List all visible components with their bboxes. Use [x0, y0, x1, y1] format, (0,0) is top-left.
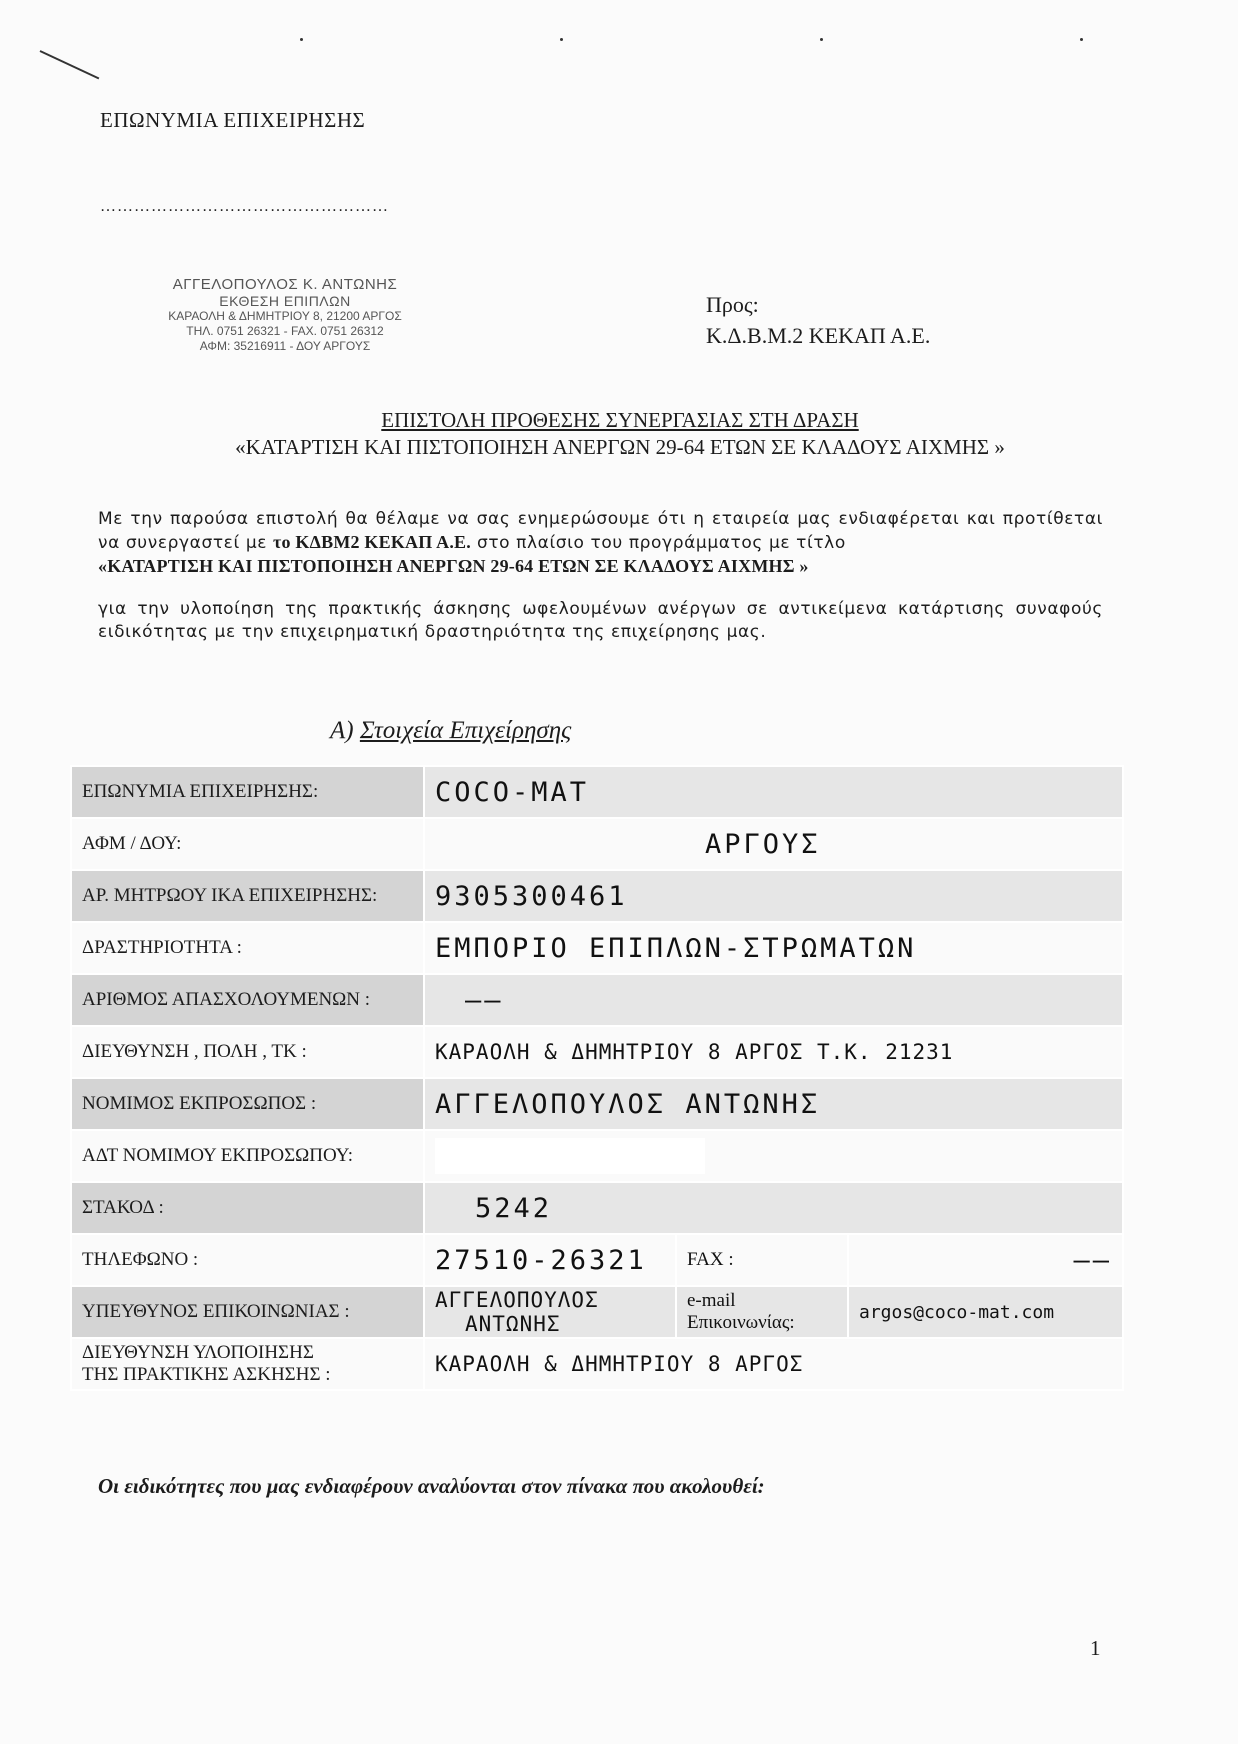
recipient-block — [706, 289, 930, 351]
company-name-label: ΕΠΩΝΥΜΙΑ ΕΠΙΧΕΙΡΗΣΗΣ: — [71, 766, 424, 818]
scan-artifact-dot — [820, 38, 823, 41]
company-name-heading: ΕΠΩΝΥΜΙΑ ΕΠΙΧΕΙΡΗΣΗΣ — [100, 108, 366, 132]
email-field[interactable]: argos@coco-mat.com — [848, 1286, 1123, 1338]
form-row-representative — [71, 1078, 1123, 1130]
form-row-address — [71, 1026, 1123, 1078]
intro-text-org: το ΚΔΒΜ2 ΚΕΚΑΠ Α.Ε. — [273, 532, 471, 552]
stakod-label: ΣΤΑΚΟΔ : — [71, 1182, 424, 1234]
stamp-tax-id: ΑΦΜ: 35216911 - ΔΟΥ ΑΡΓΟΥΣ — [199, 339, 371, 353]
representative-label: ΝΟΜΙΜΟΣ ΕΚΠΡΟΣΩΠΟΣ : — [71, 1078, 424, 1130]
stamp-owner: ΑΓΓΕΛΟΠΟΥΛΟΣ Κ. ΑΝΤΩΝΗΣ — [172, 276, 398, 293]
intro-program-title: «ΚΑΤΑΡΤΙΣΗ ΚΑΙ ΠΙΣΤΟΠΟΙΗΣΗ ΑΝΕΡΓΩΝ 29-64 ΕΤΩΝ ΣΕ ΚΛΑΔΟΥΣ ΑΙΧΜΗΣ » — [98, 556, 809, 576]
email-label — [676, 1286, 848, 1338]
fax-label: FAX : — [676, 1234, 848, 1286]
activity-label: ΔΡΑΣΤΗΡΙΟΤΗΤΑ : — [71, 922, 424, 974]
contact-field[interactable] — [424, 1286, 676, 1338]
intro-paragraph — [98, 508, 1103, 579]
contact-line-2: ΑΝΤΩΝΗΣ — [465, 1312, 561, 1336]
form-row-employees — [71, 974, 1123, 1026]
letter-title — [60, 407, 1180, 461]
employees-field[interactable]: —— — [424, 974, 1123, 1026]
company-name-field[interactable]: COCO-MAT — [424, 766, 1123, 818]
stamp-address: ΚΑΡΑΟΛΗ & ΔΗΜΗΤΡΙΟΥ 8, 21200 ΑΡΓΟΣ — [168, 309, 402, 323]
recipient-label: Προς: — [706, 292, 759, 317]
contact-label: ΥΠΕΥΘΥΝΟΣ ΕΠΙΚΟΙΝΩΝΙΑΣ : — [71, 1286, 424, 1338]
implementation-label-line-1: ΔΙΕΥΘΥΝΣΗ ΥΛΟΠΟΙΗΣΗΣ — [82, 1342, 314, 1363]
implementation-address-field[interactable]: ΚΑΡΑΟΛΗ & ΔΗΜΗΤΡΙΟΥ 8 ΑΡΓΟΣ — [424, 1338, 1123, 1390]
section-prefix: Α) — [330, 717, 360, 744]
address-label: ΔΙΕΥΘΥΝΣΗ , ΠΟΛΗ , ΤΚ : — [71, 1026, 424, 1078]
form-row-contact — [71, 1286, 1123, 1338]
form-row-phone — [71, 1234, 1123, 1286]
employees-label: ΑΡΙΘΜΟΣ ΑΠΑΣΧΟΛΟΥΜΕΝΩΝ : — [71, 974, 424, 1026]
implementation-address-label — [71, 1338, 424, 1390]
afm-label: ΑΦΜ / ΔΟΥ: — [71, 818, 424, 870]
representative-field[interactable]: ΑΓΓΕΛΟΠΟΥΛΟΣ ΑΝΤΩΝΗΣ — [424, 1078, 1123, 1130]
email-label-line-1: e-mail — [687, 1290, 736, 1311]
intro-text-middle: στο πλαίσιο του προγράμματος με τίτλο — [470, 533, 846, 553]
scan-artifact-line — [40, 50, 100, 79]
company-name-blank-line: …………………………………………… — [100, 198, 389, 215]
stamp-business: ΕΚΘΕΣΗ ΕΠΙΠΛΩΝ — [219, 293, 351, 309]
purpose-paragraph: για την υλοποίηση της πρακτικής άσκησης ωφελουμένων ανέργων σε αντικείμενα κατάρτισης συναφούς ειδικότητας με την επιχειρηματική δραστηριότητα της επιχείρησης μας. — [98, 599, 1103, 642]
intro-text-start: Με την παρούσα επιστολή θα θέλαμε να σας ενημερώσουμε ότι η εταιρεία μας ενδιαφέρεται και προτίθεται να συνεργαστεί με — [98, 509, 1103, 553]
address-field[interactable]: ΚΑΡΑΟΛΗ & ΔΗΜΗΤΡΙΟΥ 8 ΑΡΓΟΣ Τ.Κ. 21231 — [424, 1026, 1123, 1078]
letter-title-line-2: «ΚΑΤΑΡΤΙΣΗ ΚΑΙ ΠΙΣΤΟΠΟΙΗΣΗ ΑΝΕΡΓΩΝ 29-64 ΕΤΩΝ ΣΕ ΚΛΑΔΟΥΣ ΑΙΧΜΗΣ » — [235, 435, 1005, 459]
specialties-note: Οι ειδικότητες που μας ενδιαφέρουν αναλύονται στον πίνακα που ακολουθεί: — [98, 1474, 765, 1498]
ika-field[interactable]: 9305300461 — [424, 870, 1123, 922]
afm-field[interactable]: ΑΡΓΟΥΣ — [424, 818, 1123, 870]
representative-id-field[interactable] — [424, 1130, 1123, 1182]
phone-field[interactable]: 27510-26321 — [424, 1234, 676, 1286]
form-row-afm — [71, 818, 1123, 870]
form-row-company-name — [71, 766, 1123, 818]
scan-artifact-dot — [300, 38, 303, 41]
section-title-text: Στοιχεία Επιχείρησης — [359, 717, 572, 744]
company-stamp — [150, 276, 420, 354]
form-row-ika — [71, 870, 1123, 922]
letter-title-line-1: ΕΠΙΣΤΟΛΗ ΠΡΟΘΕΣΗΣ ΣΥΝΕΡΓΑΣΙΑΣ ΣΤΗ ΔΡΑΣΗ — [381, 408, 859, 432]
stakod-field[interactable]: 5242 — [424, 1182, 1123, 1234]
recipient-name: Κ.Δ.Β.Μ.2 ΚΕΚΑΠ Α.Ε. — [706, 323, 931, 348]
form-row-activity — [71, 922, 1123, 974]
contact-line-1: ΑΓΓΕΛΟΠΟΥΛΟΣ — [435, 1288, 599, 1312]
section-title — [330, 717, 571, 745]
form-row-implementation-address — [71, 1338, 1123, 1390]
stamp-phone: ΤΗΛ. 0751 26321 - FAX. 0751 26312 — [186, 324, 384, 338]
implementation-label-line-2: ΤΗΣ ΠΡΑΚΤΙΚΗΣ ΑΣΚΗΣΗΣ : — [82, 1364, 331, 1385]
form-row-stakod — [71, 1182, 1123, 1234]
representative-id-label: ΑΔΤ ΝΟΜΙΜΟΥ ΕΚΠΡΟΣΩΠΟΥ: — [71, 1130, 424, 1182]
fax-field[interactable]: —— — [848, 1234, 1123, 1286]
phone-label: ΤΗΛΕΦΩΝΟ : — [71, 1234, 424, 1286]
form-row-representative-id — [71, 1130, 1123, 1182]
redacted-id — [435, 1138, 705, 1174]
activity-field[interactable]: ΕΜΠΟΡΙΟ ΕΠΙΠΛΩΝ-ΣΤΡΩΜΑΤΩΝ — [424, 922, 1123, 974]
scan-artifact-dot — [1080, 38, 1083, 41]
business-details-table — [70, 765, 1124, 1391]
ika-label: ΑΡ. ΜΗΤΡΩΟΥ ΙΚΑ ΕΠΙΧΕΙΡΗΣΗΣ: — [71, 870, 424, 922]
scan-artifact-dot — [560, 38, 563, 41]
email-label-line-2: Επικοινωνίας: — [687, 1312, 795, 1333]
page-number: 1 — [1090, 1636, 1101, 1660]
